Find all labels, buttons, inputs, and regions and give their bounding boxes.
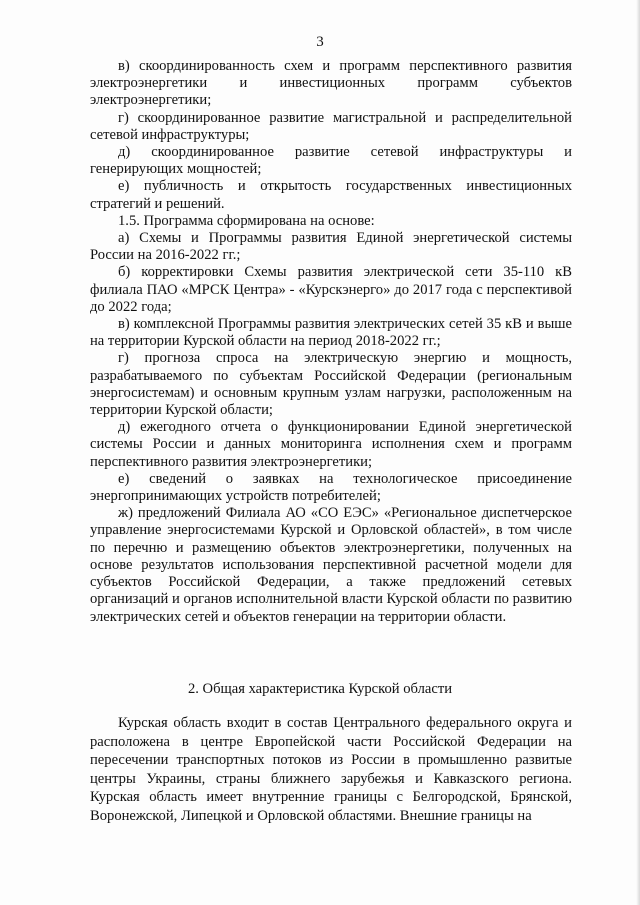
paragraph: в) комплексной Программы развития электрических сетей 35 кВ и выше на территории Курской области на период 2018-2022 гг.; — [90, 316, 572, 350]
paragraph: ж) предложений Филиала АО «СО ЕЭС» «Региональное диспетчерское управление энергосистемами Курской и Орловской областей», в том числе по перечню и размещению объектов электроэнергетики, полученных на основе результатов использования перспективной расчетной модели для субъектов Российской Федерации, а также предложений сетевых организаций и органов исполнительной власти Курской области по развитию электрических сетей и объектов генерации на территории области. — [90, 505, 572, 625]
paragraph: Курская область входит в состав Центрального федерального округа и расположена в центре Европейской части Российской Федерации на пересечении транспортных потоков из России в промышленно развитые центры Украины, страны ближнего зарубежья и Кавказского региона. Курская область имеет внутренние границы с Белгородской, Брянской, Воронежской, Липецкой и Орловской областями. Внешние границы на — [90, 715, 572, 824]
paragraph: е) публичность и открытость государственных инвестиционных стратегий и решений. — [90, 178, 572, 212]
paragraph: д) скоординированное развитие сетевой инфраструктуры и генерирующих мощностей; — [90, 144, 572, 178]
numbered-list-text — [90, 58, 572, 626]
paragraph: а) Схемы и Программы развития Единой энергетической системы России на 2016-2022 гг.; — [90, 230, 572, 264]
page-edge — [636, 0, 640, 905]
paragraph: 1.5. Программа сформирована на основе: — [118, 212, 375, 229]
paragraph: е) сведений о заявках на технологическое присоединение энергопринимающих устройств потребителей; — [90, 470, 572, 505]
paragraph: г) скоординированное развитие магистральной и распределительной сетевой инфраструктуры; — [90, 109, 572, 143]
section-heading: 2. Общая характеристика Курской области — [187, 681, 453, 697]
page-number: 3 — [316, 34, 324, 50]
section-body — [90, 714, 572, 826]
paragraph: д) ежегодного отчета о функционировании Единой энергетической системы России и данных мониторинга исполнения схем и программ перспективного развития электроэнергетики; — [90, 419, 572, 470]
paragraph: б) корректировки Схемы развития электрической сети 35-110 кВ филиала ПАО «МРСК Центра» - «Курскэнерго» до 2017 года с перспективой до 2022 года; — [90, 264, 572, 315]
paragraph: в) скоординированность схем и программ перспективного развития электроэнергетики и инвестиционных программ субъектов электроэнергетики; — [90, 58, 572, 109]
paragraph: г) прогноза спроса на электрическую энергию и мощность, разрабатываемого по субъектам Российской Федерации (региональным энергосистемам) и основным крупным узлам нагрузки, расположенным на территории Курской области; — [90, 350, 572, 419]
